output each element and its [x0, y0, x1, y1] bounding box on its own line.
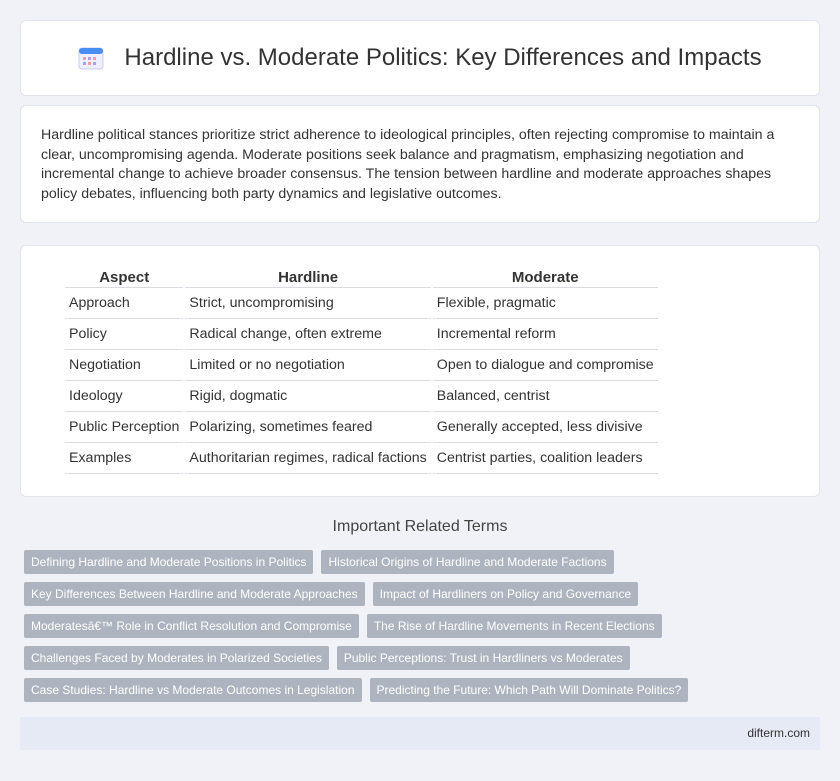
table-row: [65, 443, 658, 474]
related-term-link[interactable]: Challenges Faced by Moderates in Polarized Societies: [24, 646, 329, 670]
cell-aspect: Negotiation: [65, 350, 183, 381]
header-moderate: Moderate: [433, 266, 658, 288]
cell-aspect: Policy: [65, 319, 183, 350]
footer: [20, 717, 820, 750]
cell-aspect: Examples: [65, 443, 183, 474]
header-aspect: Aspect: [65, 266, 183, 288]
related-term-link[interactable]: Public Perceptions: Trust in Hardliners vs Moderates: [337, 646, 630, 670]
related-terms-list: [24, 550, 824, 710]
header-hardline: Hardline: [185, 266, 430, 288]
cell-moderate: Flexible, pragmatic: [433, 288, 658, 319]
tag-row: [24, 678, 824, 702]
page-title: Hardline vs. Moderate Politics: Key Differences and Impacts: [124, 44, 762, 71]
cell-aspect: Public Perception: [65, 412, 183, 443]
related-term-link[interactable]: Case Studies: Hardline vs Moderate Outcomes in Legislation: [24, 678, 362, 702]
cell-moderate: Centrist parties, coalition leaders: [433, 443, 658, 474]
related-term-link[interactable]: Key Differences Between Hardline and Moderate Approaches: [24, 582, 365, 606]
cell-hardline: Rigid, dogmatic: [185, 381, 430, 412]
related-term-link[interactable]: Impact of Hardliners on Policy and Governance: [373, 582, 638, 606]
table-header-row: [65, 266, 658, 288]
cell-hardline: Polarizing, sometimes feared: [185, 412, 430, 443]
table-row: [65, 381, 658, 412]
cell-aspect: Approach: [65, 288, 183, 319]
table-row: [65, 319, 658, 350]
related-term-link[interactable]: Historical Origins of Hardline and Moderate Factions: [321, 550, 613, 574]
cell-hardline: Authoritarian regimes, radical factions: [185, 443, 430, 474]
tag-row: [24, 550, 824, 574]
table-row: [65, 350, 658, 381]
related-terms-title: Important Related Terms: [332, 518, 508, 535]
related-term-link[interactable]: Moderatesâ€™ Role in Conflict Resolution and Compromise: [24, 614, 359, 638]
calendar-icon: [78, 45, 104, 71]
table-row: [65, 412, 658, 443]
cell-moderate: Incremental reform: [433, 319, 658, 350]
footer-site-link[interactable]: difterm.com: [747, 726, 810, 740]
comparison-table: [63, 266, 660, 474]
related-term-link[interactable]: Predicting the Future: Which Path Will Dominate Politics?: [370, 678, 689, 702]
cell-hardline: Radical change, often extreme: [185, 319, 430, 350]
comparison-table-card: [20, 245, 820, 497]
tag-row: [24, 614, 824, 638]
cell-moderate: Open to dialogue and compromise: [433, 350, 658, 381]
intro-text: Hardline political stances prioritize strict adherence to ideological principles, often rejecting compromise to maintain a clear, uncompromising agenda. Moderate positions seek balance and pragmatism, emphasizing negotiation and incremental change to achieve broader consensus. The tension between hardline and moderate approaches shapes policy debates, influencing both party dynamics and legislative outcomes.: [41, 127, 775, 202]
cell-hardline: Strict, uncompromising: [185, 288, 430, 319]
cell-aspect: Ideology: [65, 381, 183, 412]
cell-hardline: Limited or no negotiation: [185, 350, 430, 381]
table-row: [65, 288, 658, 319]
related-term-link[interactable]: Defining Hardline and Moderate Positions in Politics: [24, 550, 313, 574]
tag-row: [24, 582, 824, 606]
header-card: [20, 20, 820, 96]
cell-moderate: Generally accepted, less divisive: [433, 412, 658, 443]
related-term-link[interactable]: The Rise of Hardline Movements in Recent Elections: [367, 614, 662, 638]
cell-moderate: Balanced, centrist: [433, 381, 658, 412]
tag-row: [24, 646, 824, 670]
intro-card: [20, 105, 820, 223]
